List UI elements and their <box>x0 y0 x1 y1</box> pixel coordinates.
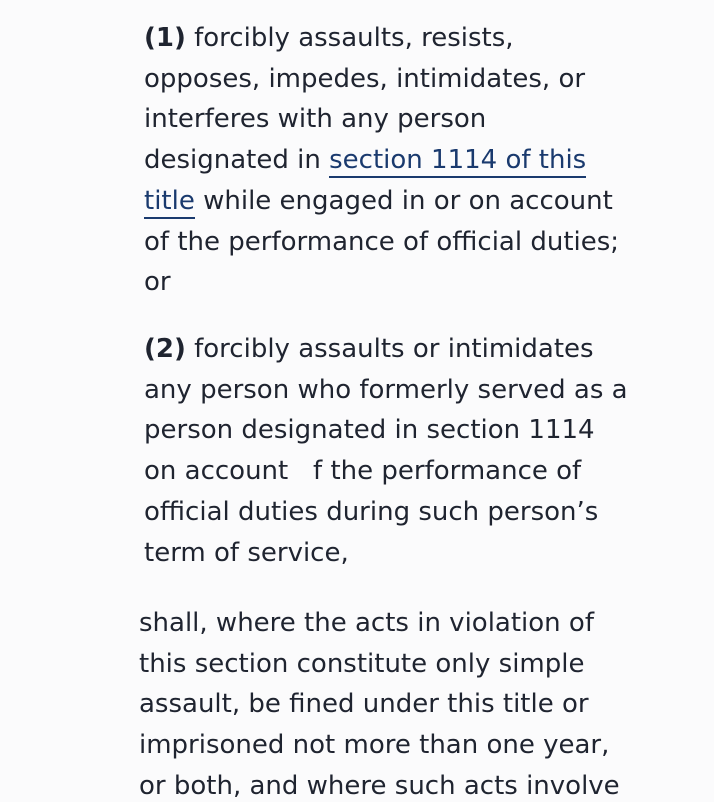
subsection-2-number: (2) <box>144 334 186 364</box>
subsection-2-line: any person who formerly served as a <box>144 374 628 405</box>
subsection-2-text: forcibly assaults or intimidates <box>194 334 594 364</box>
subsection-1-line: of the performance of official duties; <box>144 226 620 257</box>
subsection-1-line: interferes with any person <box>144 104 487 135</box>
penalty-clause-line: assault, be fined under this title or <box>139 689 589 720</box>
subsection-2-line: term of service, <box>144 537 349 568</box>
subsection-2 <box>144 329 704 573</box>
subsection-2-line: on account f the performance of <box>144 456 582 487</box>
subsection-2-line: person designated in section 1114 <box>144 415 595 446</box>
penalty-clause <box>139 603 709 802</box>
penalty-clause-line: shall, where the acts in violation of <box>139 608 594 638</box>
subsection-1-line <box>144 140 704 181</box>
subsection-1-line <box>144 181 704 222</box>
penalty-clause-line: this section constitute only simple <box>139 648 585 679</box>
subsection-1-text: while engaged in or on account <box>194 185 613 216</box>
section-1114-link-continued[interactable]: title <box>144 186 195 219</box>
subsection-1 <box>144 18 704 303</box>
subsection-1-text: forcibly assaults, resists, <box>194 23 514 53</box>
penalty-clause-line: imprisoned not more than one year, <box>139 730 610 761</box>
subsection-1-number: (1) <box>144 23 186 53</box>
subsection-1-line: opposes, impedes, intimidates, or <box>144 63 586 94</box>
subsection-2-line <box>144 329 704 370</box>
subsection-2-line: official duties during such person’s <box>144 496 599 527</box>
penalty-clause-line: or both, and where such acts involve <box>139 770 620 801</box>
subsection-1-text: designated in <box>144 145 330 176</box>
subsection-1-line <box>144 18 704 59</box>
subsection-1-line: or <box>144 267 171 298</box>
section-1114-link[interactable]: section 1114 of this <box>329 145 586 178</box>
